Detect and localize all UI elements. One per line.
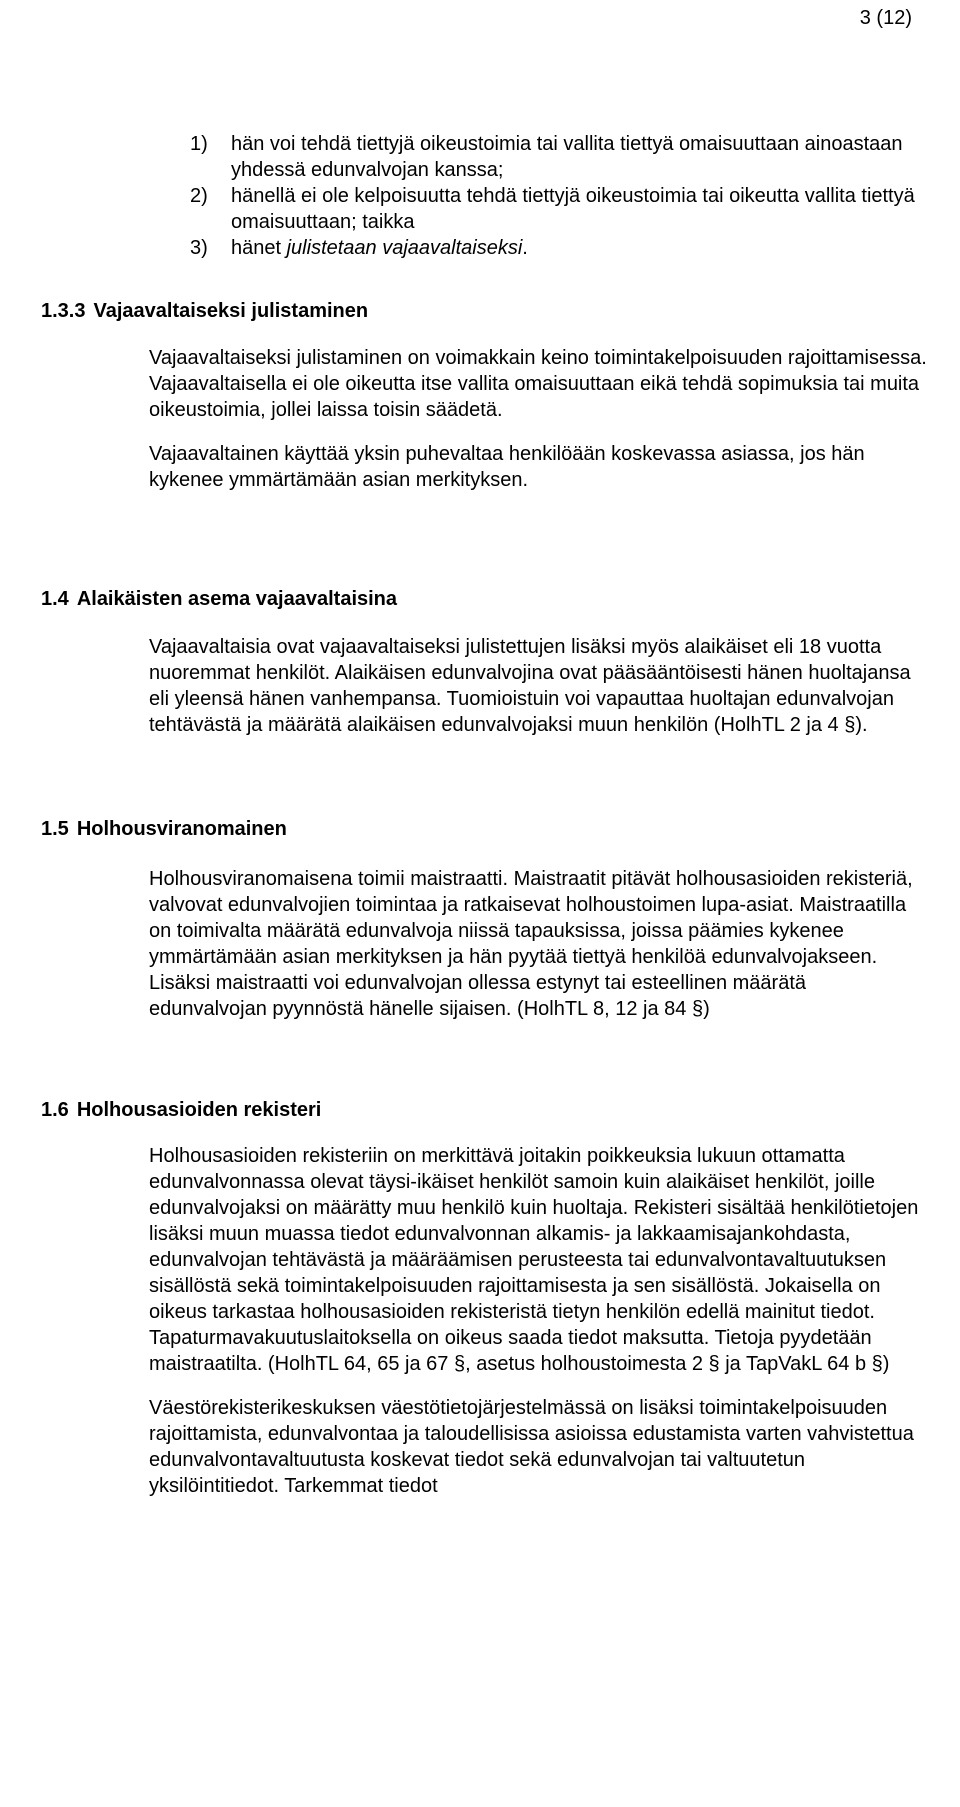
paragraph: Vajaavaltaisia ovat vajaavaltaiseksi julistettujen lisäksi myös alaikäiset eli 18 vuotta nuoremmat henkilöt. Alaikäisen edunvalvojina ovat pääsääntöisesti hänen huoltajansa eli yleensä hänen vanhempansa. Tuomioistuin voi vapauttaa huoltajan edunvalvojan tehtävästä ja määrätä alaikäisen edunvalvojaksi muun henkilön (HolhTL 2 ja 4 §).: [149, 636, 911, 736]
section-number: 1.5: [41, 818, 69, 840]
section-number: 1.3.3: [41, 300, 86, 322]
paragraph: Holhousviranomaisena toimii maistraatti. Maistraatit pitävät holhousasioiden rekisteriä, valvovat edunvalvojien toimintaa ja ratkaisevat holhoustoimen lupa-asiat. Maistraatilla on toimivalta määrätä edunvalvoja niissä tapauksissa, joissa päämies kykenee ymmärtämään asian merkityksen ja hän pyytää tiettyä henkilöä edunvalvojakseen. Lisäksi maistraatti voi edunvalvojan ollessa estynyt tai esteellinen määrätä edunvalvojan pyynnöstä hänelle sijaisen. (HolhTL 8, 12 ja 84 §): [149, 868, 913, 1020]
section-heading: [41, 586, 397, 612]
paragraph: Vajaavaltainen käyttää yksin puhevaltaa henkilöään koskevassa asiassa, jos hän kykenee ymmärtämään asian merkityksen.: [149, 443, 865, 491]
list-item-text: hän voi tehdä tiettyjä oikeustoimia tai vallita tiettyä omaisuuttaan ainoastaan yhdessä edunvalvojan kanssa;: [231, 133, 903, 181]
intro-list: [190, 131, 930, 261]
paragraph: Vajaavaltaiseksi julistaminen on voimakkain keino toimintakelpoisuuden rajoittamisessa. Vajaavaltaisella ei ole oikeutta itse vallita omaisuuttaan eikä tehdä sopimuksia tai muita oikeustoimia, jollei laissa toisin säädetä.: [149, 347, 927, 421]
section-heading: [41, 816, 287, 842]
section-body: [149, 345, 929, 493]
list-item-text-end: .: [522, 237, 528, 259]
list-item-number: 3): [190, 237, 208, 259]
list-item-text: hänellä ei ole kelpoisuutta tehdä tiettyjä oikeustoimia tai oikeutta vallita tiettyä omaisuuttaan; taikka: [231, 185, 915, 233]
section-heading: [41, 298, 368, 324]
section-title: Holhousviranomainen: [76, 818, 287, 840]
list-item-text: [231, 235, 930, 261]
paragraph: Holhousasioiden rekisteriin on merkittävä joitakin poikkeuksia lukuun ottamatta edunvalvonnassa olevat täysi-ikäiset henkilöt samoin kuin alaikäiset henkilöt, joille edunvalvojaksi on määrätty muu henkilö kuin huoltaja. Rekisteri sisältää henkilötietojen lisäksi muun muassa tiedot edunvalvonnan alkamis- ja lakkaamisajankohdasta, edunvalvojan tehtävästä ja määräämisen perusteesta tai edunvalvontavaltuutuksen sisällöstä sekä toimintakelpoisuuden rajoittamisesta ja sen sisällöstä. Jokaisella on oikeus tarkastaa holhousasioiden rekisteristä tietyn henkilön edellä mainitut tiedot. Tapaturmavakuutuslaitoksella on oikeus saada tiedot maksutta. Tietoja pyydetään maistraatilta. (HolhTL 64, 65 ja 67 §, asetus holhoustoimesta 2 § ja TapVakL 64 b §): [149, 1145, 919, 1375]
section-title: Vajaavaltaiseksi julistaminen: [93, 300, 369, 322]
section-body: [149, 866, 929, 1022]
section-body: [149, 634, 929, 738]
list-item: [190, 131, 930, 183]
section-body: [149, 1143, 929, 1499]
list-item-number: 1): [190, 133, 208, 155]
list-item-text-plain: hänet: [231, 237, 287, 259]
list-item-text-emphasis: julistetaan vajaavaltaiseksi: [286, 237, 523, 259]
list-item: [190, 183, 930, 235]
page-number: 3 (12): [859, 7, 912, 29]
section-number: 1.6: [41, 1099, 69, 1121]
list-item: [190, 235, 930, 261]
section-title: Holhousasioiden rekisteri: [76, 1099, 322, 1121]
list-item-number: 2): [190, 185, 208, 207]
section-number: 1.4: [41, 588, 69, 610]
section-heading: [41, 1097, 321, 1123]
section-title: Alaikäisten asema vajaavaltaisina: [76, 588, 398, 610]
paragraph: Väestörekisterikeskuksen väestötietojärjestelmässä on lisäksi toimintakelpoisuuden rajoittamista, edunvalvontaa ja taloudellisissa asioissa edustamista varten vahvistettua edunvalvontavaltuutusta koskevat tiedot sekä edunvalvojan tai valtuutetun yksilöintitiedot. Tarkemmat tiedot: [149, 1397, 914, 1497]
